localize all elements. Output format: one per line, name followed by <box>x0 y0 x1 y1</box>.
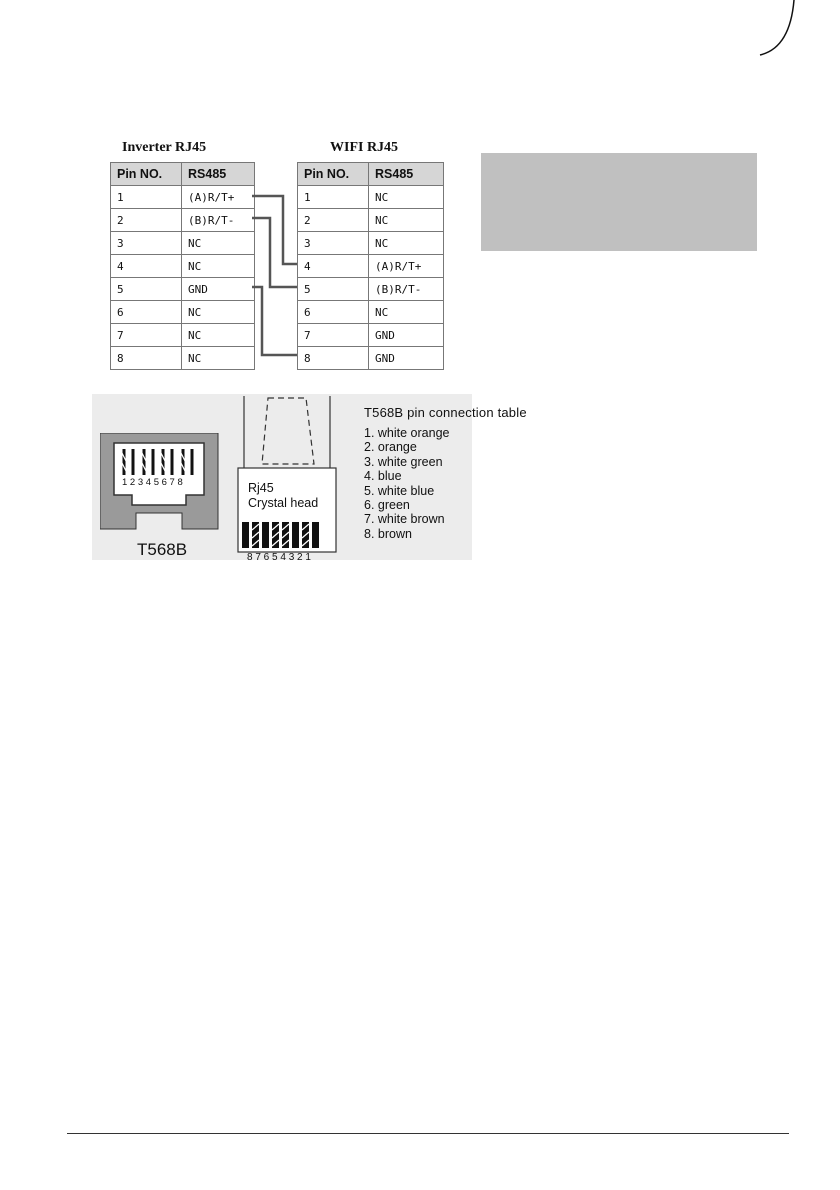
pin-color-list <box>364 426 449 541</box>
header-rs485: RS485 <box>182 163 255 186</box>
inverter-table-title: Inverter RJ45 <box>122 140 207 155</box>
footer-rule <box>67 1133 789 1134</box>
list-item: 5. white blue <box>364 483 435 498</box>
pin-number: 3 <box>111 232 182 255</box>
pin-number: 5 <box>111 278 182 301</box>
pin-number: 8 <box>298 347 369 370</box>
pin-number: 1 <box>111 186 182 209</box>
plug-label-line1: Rj45 <box>248 481 274 495</box>
pin-number: 2 <box>298 209 369 232</box>
list-item: 2. orange <box>364 440 417 455</box>
pin-signal: (A)R/T+ <box>182 186 255 209</box>
pin-signal: GND <box>182 278 255 301</box>
jack-label: T568B <box>137 540 188 559</box>
rj45-plug-icon <box>236 396 346 556</box>
pin-signal: (B)R/T- <box>369 278 444 301</box>
wire-gnd <box>252 287 297 355</box>
pin-signal: NC <box>369 186 444 209</box>
pin-signal: (B)R/T- <box>182 209 255 232</box>
jack-pin-numbers: 1 2 3 4 5 6 7 8 <box>122 477 183 488</box>
pin-number: 3 <box>298 232 369 255</box>
header-pin-no: Pin NO. <box>111 163 182 186</box>
pin-number: 4 <box>111 255 182 278</box>
pin-number: 7 <box>298 324 369 347</box>
pin-table-title: T568B pin connection table <box>364 405 527 420</box>
list-item: 1. white orange <box>364 426 450 440</box>
pin-number: 4 <box>298 255 369 278</box>
list-item: 7. white brown <box>364 512 445 527</box>
pin-signal: NC <box>182 324 255 347</box>
pin-signal: (A)R/T+ <box>369 255 444 278</box>
pin-number: 1 <box>298 186 369 209</box>
wifi-table-title: WIFI RJ45 <box>330 140 399 155</box>
plug-label-line2: Crystal head <box>248 496 319 510</box>
pin-number: 6 <box>111 301 182 324</box>
wire-a <box>252 196 297 264</box>
list-item: 3. white green <box>364 454 443 469</box>
pin-number: 2 <box>111 209 182 232</box>
pin-signal: NC <box>369 232 444 255</box>
pin-signal: NC <box>182 347 255 370</box>
pin-signal: NC <box>182 301 255 324</box>
pin-signal: GND <box>369 324 444 347</box>
pin-number: 5 <box>298 278 369 301</box>
pin-number: 7 <box>111 324 182 347</box>
pin-signal: NC <box>182 232 255 255</box>
pin-signal: NC <box>369 301 444 324</box>
pin-signal: NC <box>369 209 444 232</box>
pin-signal: NC <box>182 255 255 278</box>
wire-b <box>252 218 297 287</box>
header-pin-no: Pin NO. <box>298 163 369 186</box>
plug-pin-numbers: 8 7 6 5 4 3 2 1 <box>247 552 311 563</box>
pin-signal: GND <box>369 347 444 370</box>
header-rs485: RS485 <box>369 163 444 186</box>
list-item: 4. blue <box>364 469 402 484</box>
plug-label <box>248 481 318 511</box>
pin-number: 8 <box>111 347 182 370</box>
list-item: 6. green <box>364 498 410 513</box>
list-item: 8. brown <box>364 526 412 541</box>
note-box <box>481 153 757 251</box>
pin-number: 6 <box>298 301 369 324</box>
